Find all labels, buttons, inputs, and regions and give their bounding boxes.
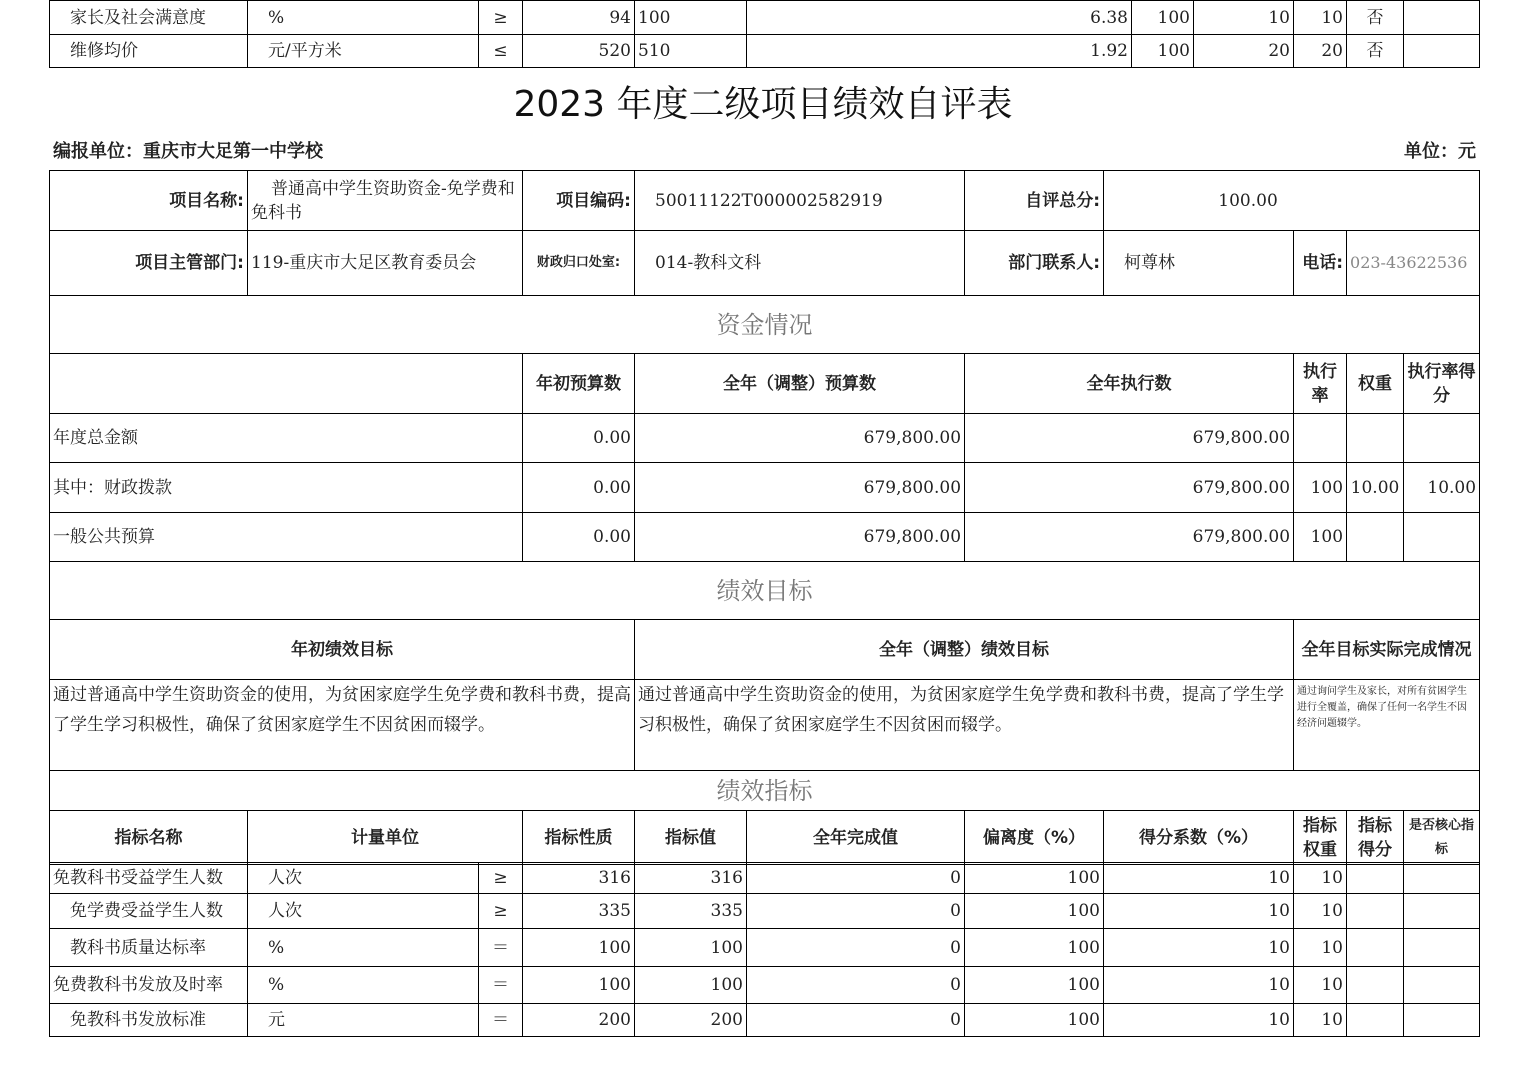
indicator-op: ≥ — [479, 894, 523, 929]
indicator-op: ＝ — [479, 1004, 523, 1037]
project-code-label: 项目编码: — [523, 171, 635, 231]
indicator-name: 免教科书发放标准 — [50, 1004, 248, 1037]
indicator-core — [1347, 1004, 1404, 1037]
col-deviation: 偏离度（%） — [965, 811, 1104, 865]
col-adjusted-budget: 全年（调整）预算数 — [635, 354, 965, 414]
indicator-note — [1404, 35, 1480, 68]
col-core: 是否核心指标 — [1404, 811, 1480, 865]
indicator-unit: % — [248, 967, 479, 1004]
indicator-score: 10 — [1294, 894, 1347, 929]
indicator-unit: 元 — [248, 1004, 479, 1037]
indicator-target: 335 — [523, 894, 635, 929]
goals-section-title: 绩效目标 — [50, 562, 1480, 620]
contact-value: 柯尊林 — [1104, 231, 1294, 296]
dept-label: 项目主管部门: — [50, 231, 248, 296]
col-actual-completion: 全年目标实际完成情况 — [1294, 620, 1480, 680]
table-row — [50, 967, 1480, 1004]
funds-initial: 0.00 — [523, 463, 635, 513]
funds-section-title: 资金情况 — [50, 296, 1480, 354]
phone-value: 023-43622536 — [1347, 231, 1480, 296]
indicator-actual: 335 — [635, 894, 747, 929]
actual-completion-text: 通过询问学生及家长，对所有贫困学生进行全覆盖，确保了任何一名学生不因经济问题辍学。 — [1294, 680, 1480, 771]
indicator-core: 否 — [1347, 35, 1404, 68]
funds-weight: 10.00 — [1347, 463, 1404, 513]
funds-row — [50, 463, 1480, 513]
indicator-deviation: 1.92 — [747, 35, 1132, 68]
indicator-op: ≥ — [479, 1, 523, 35]
indicator-weight: 10 — [1194, 1, 1294, 35]
indicator-actual: 510 — [635, 35, 747, 68]
funds-rate — [1294, 414, 1347, 463]
indicator-coef: 100 — [965, 863, 1104, 894]
total-score-value: 100.00 — [1104, 171, 1480, 231]
indicator-op: ≤ — [479, 35, 523, 68]
indicator-weight: 10 — [1104, 929, 1294, 967]
currency-unit: 单位：元 — [1404, 141, 1476, 162]
indicator-coef: 100 — [1132, 35, 1194, 68]
indicator-core — [1347, 894, 1404, 929]
col-coef: 得分系数（%） — [1104, 811, 1294, 865]
indicator-unit: 人次 — [248, 894, 479, 929]
indicator-weight: 10 — [1104, 967, 1294, 1004]
col-actual: 全年完成值 — [747, 811, 965, 865]
indicator-op: ＝ — [479, 967, 523, 1004]
table-row — [50, 863, 1480, 894]
table-row — [50, 894, 1480, 929]
indicator-score: 10 — [1294, 929, 1347, 967]
indicator-target: 100 — [523, 967, 635, 1004]
funds-adjusted: 679,800.00 — [635, 414, 965, 463]
total-score-label: 自评总分: — [965, 171, 1104, 231]
empty-cell — [50, 354, 523, 414]
funds-executed: 679,800.00 — [965, 414, 1294, 463]
indicator-target: 520 — [523, 35, 635, 68]
indicator-score: 10 — [1294, 1004, 1347, 1037]
indicator-score: 10 — [1294, 1, 1347, 35]
col-weight: 权重 — [1347, 354, 1404, 414]
funds-adjusted: 679,800.00 — [635, 513, 965, 562]
indicator-note — [1404, 894, 1480, 929]
indicator-coef: 100 — [965, 967, 1104, 1004]
indicator-deviation: 0 — [747, 1004, 965, 1037]
indicator-weight: 10 — [1104, 1004, 1294, 1037]
funds-row-label: 其中：财政拨款 — [50, 463, 523, 513]
funds-initial: 0.00 — [523, 513, 635, 562]
indicator-actual: 100 — [635, 1, 747, 35]
indicator-note — [1404, 1, 1480, 35]
indicator-op: ＝ — [479, 929, 523, 967]
indicator-note — [1404, 863, 1480, 894]
indicator-core — [1347, 863, 1404, 894]
indicator-core — [1347, 967, 1404, 1004]
col-unit: 计量单位 — [248, 811, 523, 865]
indicator-target: 200 — [523, 1004, 635, 1037]
indicator-deviation: 0 — [747, 929, 965, 967]
funds-weight — [1347, 513, 1404, 562]
adjusted-goal-text: 通过普通高中学生资助资金的使用，为贫困家庭学生免学费和教科书费，提高了学生学习积极性，确保了贫困家庭学生不因贫困而辍学。 — [635, 680, 1294, 771]
indicator-unit: % — [248, 1, 479, 35]
indicator-actual: 316 — [635, 863, 747, 894]
indicator-core — [1347, 929, 1404, 967]
indicator-target: 316 — [523, 863, 635, 894]
indicator-name: 维修均价 — [50, 35, 248, 68]
indicator-coef: 100 — [1132, 1, 1194, 35]
info-row-1 — [50, 171, 1480, 231]
funds-score — [1404, 513, 1480, 562]
indicator-deviation: 6.38 — [747, 1, 1132, 35]
project-name-value: 普通高中学生资助资金-免学费和免科书 — [248, 171, 523, 231]
project-name-label: 项目名称: — [50, 171, 248, 231]
indicator-target: 94 — [523, 1, 635, 35]
info-row-2 — [50, 231, 1480, 296]
goals-content-row — [50, 680, 1480, 771]
indicator-coef: 100 — [965, 1004, 1104, 1037]
indicator-name: 免教科书受益学生人数 — [50, 863, 248, 894]
table-row — [50, 1004, 1480, 1037]
funds-column-headers — [50, 354, 1480, 414]
funds-executed: 679,800.00 — [965, 463, 1294, 513]
col-indicator-name: 指标名称 — [50, 811, 248, 865]
indicator-coef: 100 — [965, 929, 1104, 967]
indicator-actual: 100 — [635, 929, 747, 967]
funds-row-label: 一般公共预算 — [50, 513, 523, 562]
indicators-table — [49, 862, 1480, 1037]
table-row — [50, 1, 1480, 35]
table-row — [50, 35, 1480, 68]
funds-row — [50, 414, 1480, 463]
col-exec-rate: 执行率 — [1294, 354, 1347, 414]
indicators-section-title: 绩效指标 — [50, 771, 1480, 811]
indicators-column-headers — [50, 811, 1480, 865]
table-row — [50, 929, 1480, 967]
project-code-value: 50011122T000002582919 — [635, 171, 965, 231]
funds-initial: 0.00 — [523, 414, 635, 463]
indicator-name: 教科书质量达标率 — [50, 929, 248, 967]
indicator-deviation: 0 — [747, 894, 965, 929]
indicator-actual: 200 — [635, 1004, 747, 1037]
indicator-score: 10 — [1294, 863, 1347, 894]
indicator-score: 10 — [1294, 967, 1347, 1004]
indicator-weight: 20 — [1194, 35, 1294, 68]
col-rate-score: 执行率得分 — [1404, 354, 1480, 414]
col-score: 指标得分 — [1347, 811, 1404, 865]
col-initial-goal: 年初绩效目标 — [50, 620, 635, 680]
indicator-unit: % — [248, 929, 479, 967]
funds-weight — [1347, 414, 1404, 463]
contact-label: 部门联系人: — [965, 231, 1104, 296]
indicator-actual: 100 — [635, 967, 747, 1004]
col-initial-budget: 年初预算数 — [523, 354, 635, 414]
indicator-core: 否 — [1347, 1, 1404, 35]
funds-rate: 100 — [1294, 513, 1347, 562]
indicator-unit: 人次 — [248, 863, 479, 894]
page-title: 2023 年度二级项目绩效自评表 — [513, 84, 1013, 125]
initial-goal-text: 通过普通高中学生资助资金的使用，为贫困家庭学生免学费和教科书费，提高了学生学习积极性，确保了贫困家庭学生不因贫困而辍学。 — [50, 680, 635, 771]
top-indicator-table — [49, 0, 1480, 68]
finance-office-value: 014-教科文科 — [635, 231, 965, 296]
funds-row — [50, 513, 1480, 562]
col-adjusted-goal: 全年（调整）绩效目标 — [635, 620, 1294, 680]
indicator-deviation: 0 — [747, 863, 965, 894]
indicator-score: 20 — [1294, 35, 1347, 68]
funds-score: 10.00 — [1404, 463, 1480, 513]
indicator-name: 免学费受益学生人数 — [50, 894, 248, 929]
funds-score — [1404, 414, 1480, 463]
reporting-org: 编报单位：重庆市大足第一中学校 — [53, 141, 323, 162]
finance-office-label: 财政归口处室: — [523, 231, 635, 296]
indicator-note — [1404, 1004, 1480, 1037]
col-weight: 指标权重 — [1294, 811, 1347, 865]
dept-value: 119-重庆市大足区教育委员会 — [248, 231, 523, 296]
indicator-weight: 10 — [1104, 863, 1294, 894]
goals-column-headers — [50, 620, 1480, 680]
phone-label: 电话: — [1294, 231, 1347, 296]
col-target: 指标值 — [635, 811, 747, 865]
goals-section-header — [50, 562, 1480, 620]
indicator-note — [1404, 929, 1480, 967]
indicator-weight: 10 — [1104, 894, 1294, 929]
col-nature: 指标性质 — [523, 811, 635, 865]
indicator-note — [1404, 967, 1480, 1004]
indicator-name: 家长及社会满意度 — [50, 1, 248, 35]
indicator-target: 100 — [523, 929, 635, 967]
funds-section-header — [50, 296, 1480, 354]
indicator-coef: 100 — [965, 894, 1104, 929]
funds-adjusted: 679,800.00 — [635, 463, 965, 513]
col-executed: 全年执行数 — [965, 354, 1294, 414]
indicator-deviation: 0 — [747, 967, 965, 1004]
funds-rate: 100 — [1294, 463, 1347, 513]
indicator-op: ≥ — [479, 863, 523, 894]
funds-executed: 679,800.00 — [965, 513, 1294, 562]
indicator-unit: 元/平方米 — [248, 35, 479, 68]
funds-row-label: 年度总金额 — [50, 414, 523, 463]
indicators-section-header — [50, 771, 1480, 811]
evaluation-table — [49, 170, 1480, 865]
indicator-name: 免费教科书发放及时率 — [50, 967, 248, 1004]
